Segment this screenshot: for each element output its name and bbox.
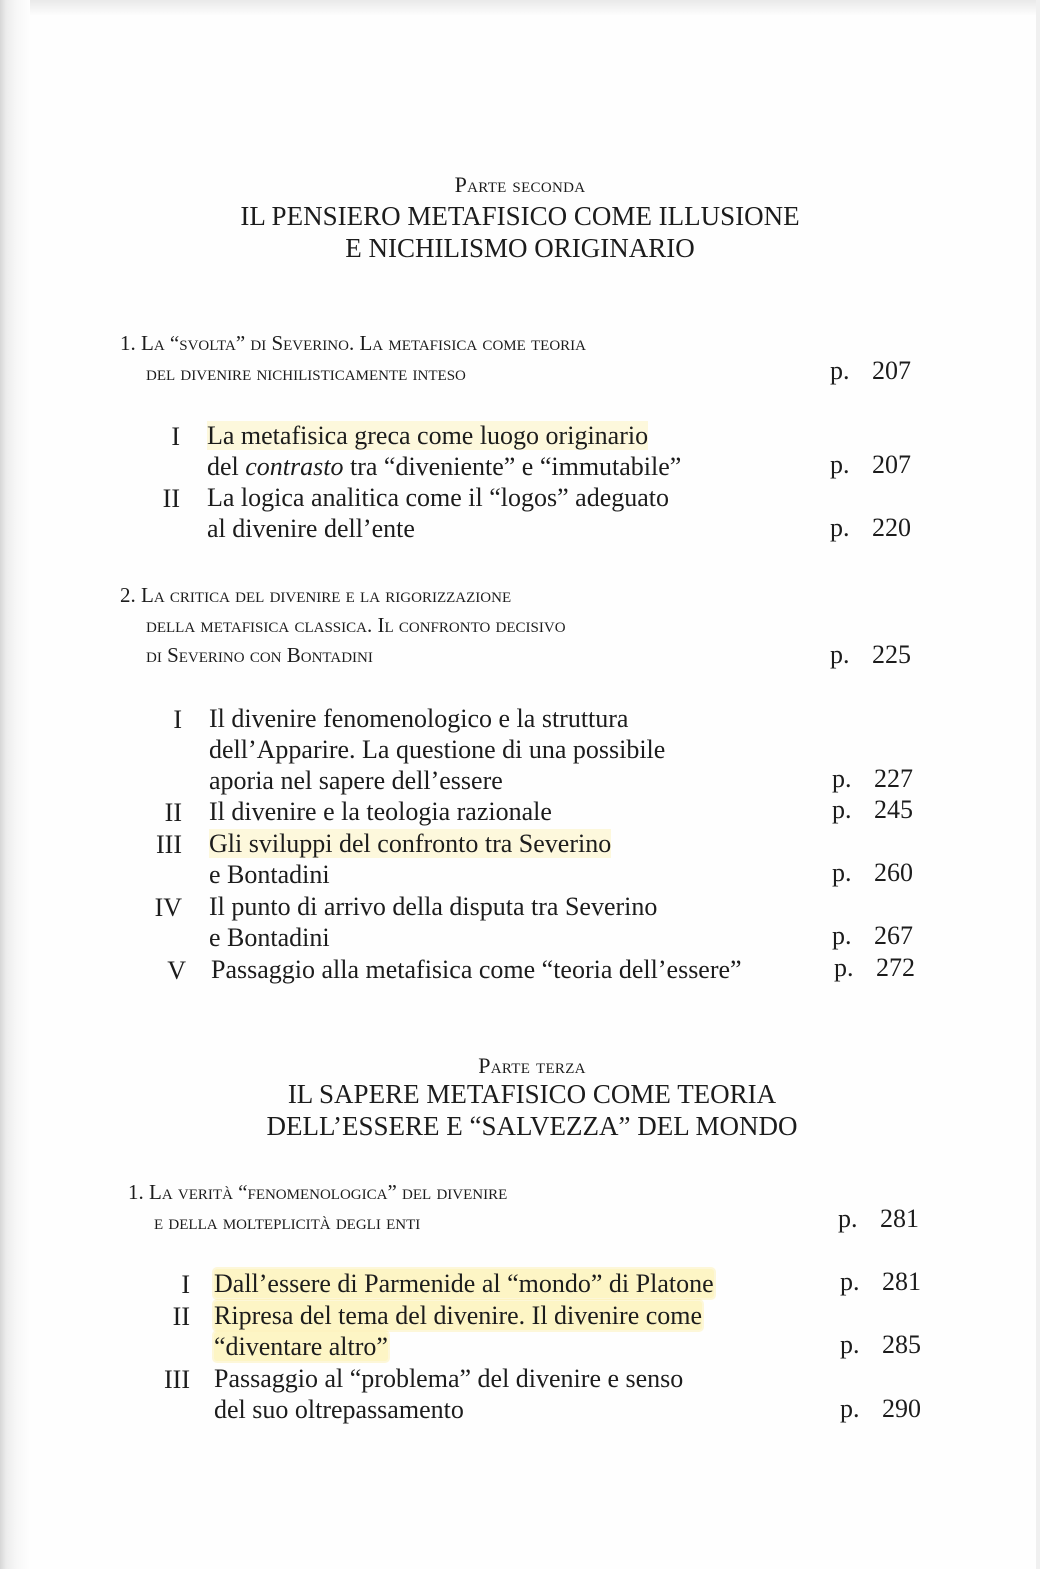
toc-entry	[207, 482, 669, 544]
part-label: Parte seconda	[454, 172, 586, 197]
page-ref: p. 281	[838, 1204, 919, 1233]
page-ref: p. 220	[830, 513, 911, 542]
chapter-title-line: La verità “fenomenologica” del divenire	[149, 1180, 508, 1204]
page-ref: p. 281	[840, 1267, 921, 1296]
toc-entry	[214, 1363, 683, 1425]
item-numeral: IV	[154, 893, 182, 922]
item-numeral: II	[162, 484, 180, 513]
chapter-heading	[120, 580, 566, 670]
entry-text: Passaggio alla metafisica come “teoria dell’essere”	[211, 955, 742, 984]
chapter-title-line: della metafisica classica. Il confronto decisivo	[146, 613, 566, 637]
item-numeral: I	[171, 422, 180, 451]
page-ref: p. 207	[830, 450, 911, 479]
part-title-line: IL PENSIERO METAFISICO COME ILLUSIONE	[240, 201, 800, 231]
page-ref: p. 285	[840, 1330, 921, 1359]
item-numeral: I	[173, 705, 182, 734]
chapter-title-line: e della molteplicità degli enti	[154, 1210, 421, 1234]
entry-text: aporia nel sapere dell’essere	[209, 766, 503, 795]
toc-entry: La metafisica greca come luogo originario del contrasto tra “diveniente” e “immutabile”	[207, 421, 682, 481]
toc-entry	[209, 703, 665, 796]
toc-entry	[209, 891, 657, 953]
chapter-title-line: del divenire nichilisticamente inteso	[146, 361, 466, 385]
item-numeral: III	[156, 830, 182, 859]
toc-entry	[211, 954, 742, 985]
scan-shadow-top	[0, 0, 1040, 16]
part-title	[12, 1078, 1040, 1142]
entry-text: “diventare altro”	[214, 1332, 388, 1361]
part-title-line: E NICHILISMO ORIGINARIO	[345, 233, 695, 263]
page-ref: p. 225	[830, 640, 911, 669]
entry-text: Il divenire e la teologia razionale	[209, 797, 552, 826]
item-numeral: II	[164, 798, 182, 827]
page-ref: p. 260	[832, 858, 913, 887]
entry-text: Il divenire fenomenologico e la struttura	[209, 704, 629, 733]
page-ref: p. 267	[832, 921, 913, 950]
entry-text: La metafisica greca come luogo originario	[207, 421, 649, 450]
item-numeral: III	[164, 1365, 190, 1394]
page-ref: p. 207	[830, 356, 911, 385]
entry-text: Il punto di arrivo della disputa tra Severino	[209, 892, 658, 921]
item-numeral: I	[181, 1270, 190, 1299]
part-label: Parte terza	[478, 1053, 586, 1078]
toc-entry	[214, 1300, 702, 1362]
part-title-line: DELL’ESSERE E “SALVEZZA” DEL MONDO	[266, 1111, 798, 1141]
entry-text: Dall’essere di Parmenide al “mondo” di Platone	[214, 1269, 714, 1298]
chapter-title-line: di Severino con Bontadini	[146, 643, 373, 667]
entry-text: del suo oltrepassamento	[214, 1395, 464, 1424]
item-numeral: II	[172, 1302, 190, 1331]
part-title	[0, 200, 1040, 264]
toc-entry	[214, 1268, 714, 1299]
entry-text: La logica analitica come il “logos” adeguato	[207, 483, 670, 512]
entry-text: al divenire dell’ente	[207, 514, 415, 543]
page-ref: p. 272	[834, 953, 915, 982]
toc-entry	[209, 796, 552, 827]
chapter-title-line: La critica del divenire e la rigorizzazione	[141, 583, 512, 607]
page-ref: p. 290	[840, 1394, 921, 1423]
entry-text: Passaggio al “problema” del divenire e senso	[214, 1364, 684, 1393]
entry-text: dell’Apparire. La questione di una possibile	[209, 735, 666, 764]
chapter-number: 1.	[128, 1180, 144, 1204]
item-numeral: V	[167, 956, 186, 985]
chapter-heading	[128, 1177, 507, 1237]
entry-text: Gli sviluppi del confronto tra Severino	[209, 829, 612, 858]
page-ref: p. 245	[832, 795, 913, 824]
chapter-heading	[120, 328, 586, 388]
entry-text: e Bontadini	[209, 860, 330, 889]
chapter-number: 2.	[120, 583, 136, 607]
part-title-line: IL SAPERE METAFISICO COME TEORIA	[287, 1079, 777, 1109]
page-ref: p. 227	[832, 764, 913, 793]
entry-text: Ripresa del tema del divenire. Il divenire come	[214, 1301, 703, 1330]
toc-entry	[209, 828, 611, 890]
chapter-title-line: La “svolta” di Severino. La metafisica come teoria	[141, 331, 587, 355]
emphasized-word: contrasto	[245, 452, 344, 481]
entry-text: e Bontadini	[209, 923, 330, 952]
chapter-number: 1.	[120, 331, 136, 355]
